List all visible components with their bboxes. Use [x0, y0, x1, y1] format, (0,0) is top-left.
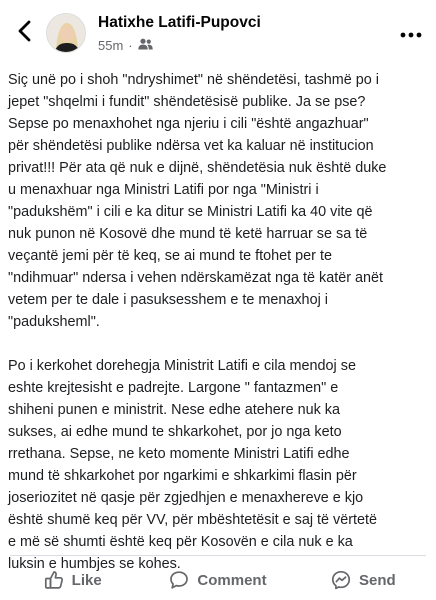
post-actions-bar	[0, 560, 436, 600]
like-thumb-icon	[44, 570, 64, 590]
like-button[interactable]	[0, 560, 145, 600]
actions-divider	[10, 555, 426, 556]
meta-separator: ·	[128, 38, 133, 53]
send-label: Send	[358, 571, 396, 589]
comment-bubble-icon	[169, 570, 189, 590]
chevron-left-icon[interactable]	[14, 19, 36, 43]
messenger-icon	[331, 570, 351, 590]
comment-button[interactable]	[145, 560, 290, 600]
post-paragraph: Po i kerkohet dorehegja Ministrit Latifi e cila mendoj se eshte krejtesisht e padrejte. Largone " fantazmen" e shiheni punen e ministrit. Nese edhe atehere nuk ka sukses, ai edhe mund te shkarkohet, por jo nga keto rrethana. Sepse, ne keto momente Ministri Latifi edhe mund të shkarkohet por ngarkimi e shkarkimi flasin për joseriozitet në qasje për zgjedhjen e menaxhereve e kjo është shumë keq për VV, për mbështetësit e saj të vërtetë e më së shumti është keq për Kosovën e cila nuk e ka luksin e humbjes se kohes.	[8, 358, 378, 572]
author-name[interactable]: Hatixhe Latifi-Pupovci	[98, 14, 261, 31]
avatar[interactable]	[46, 13, 86, 53]
post-meta	[98, 38, 153, 53]
send-button[interactable]	[291, 560, 436, 600]
post-body	[8, 69, 430, 575]
post-paragraph: Siç unë po i shoh "ndryshimet" në shëndetësi, tashmë po i jepet "shqelmi i fundit" shëndetësisë publike. Ja se pse? Sepse po menaxhohet nga njeriu i cili "është angazhuar" për shëndetësi publike ndërsa vet ka kaluar në institucion privat!!! Për ata që nuk e dijnë, shëndetësia nuk është duke u menaxhuar nga Ministri Latifi por nga "Ministri i "padukshëm" i cili e ka ditur se Ministri Latifi ka 40 vite që nuk punon në Kosovë dhe mund të ketë harruar se sa të veçantë jemi për të keq, se ai mund te ftohet per te "ndihmuar" ndersa i vehen ndërskamëzat nga të katër anët vetem per te dale i pasuksesshem e te menaxhoj i "paduksheml".	[8, 72, 387, 330]
post-header	[0, 0, 436, 64]
post-timestamp[interactable]: 55m	[98, 38, 124, 53]
friends-icon	[138, 38, 153, 53]
like-label: Like	[71, 571, 102, 589]
comment-label: Comment	[197, 571, 267, 589]
more-dots-icon[interactable]	[400, 26, 422, 34]
